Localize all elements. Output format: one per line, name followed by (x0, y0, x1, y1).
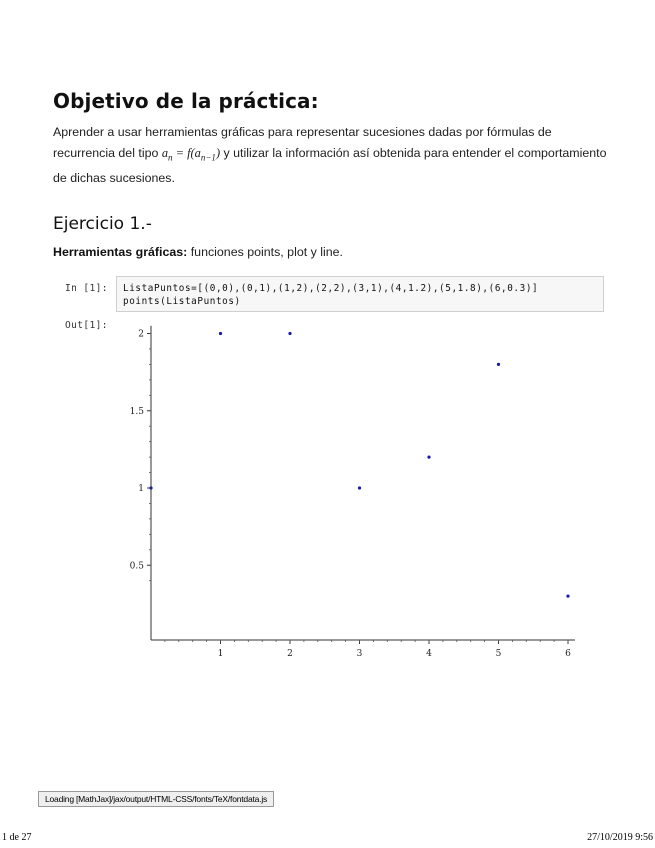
page-number: 1 de 27 (2, 832, 32, 843)
x-tick-label: 3 (356, 649, 363, 659)
x-tick-label: 1 (217, 649, 224, 659)
plot-axes (130, 326, 575, 659)
practice-objective-heading: Objetivo de la práctica: (53, 89, 319, 113)
exercise-heading: Ejercicio 1.- (53, 214, 152, 234)
y-tick-label: 1.5 (129, 406, 144, 417)
data-point (427, 456, 430, 459)
data-point (288, 332, 291, 335)
recurrence-formula: $a_n = f(a_{n-1})$ (161, 146, 221, 163)
data-point (149, 486, 152, 489)
data-point (497, 363, 500, 366)
y-tick-label: 2 (138, 329, 144, 340)
tools-label: Herramientas gráficas: (53, 245, 188, 259)
print-datetime: 27/10/2019 9:56 (587, 832, 653, 843)
y-tick-label: 0.5 (129, 561, 144, 572)
paragraph-text-2: y utilizar la información así obtenida para entender el comportamiento de dichas sucesiones. (53, 146, 607, 186)
x-tick-label: 5 (495, 649, 502, 659)
y-tick-label: 1 (138, 484, 144, 494)
data-point (566, 595, 569, 598)
tools-text: funciones points, plot y line. (187, 245, 343, 259)
data-point (219, 332, 222, 335)
x-tick-label: 2 (287, 649, 293, 659)
output-prompt: Out[1]: (65, 320, 108, 331)
mathjax-loading-status: Loading [MathJax]/jax/output/HTML-CSS/fonts/TeX/fontdata.js (38, 791, 274, 807)
x-tick-label: 6 (565, 649, 571, 659)
plot-points (149, 332, 569, 598)
code-line-2: points(ListaPuntos) (123, 296, 241, 307)
input-prompt: In [1]: (65, 283, 108, 294)
code-line-1: ListaPuntos=[(0,0),(0,1),(1,2),(2,2),(3,1),(4,1.2),(5,1.8),(6,0.3)] (123, 283, 539, 294)
x-tick-label: 4 (426, 649, 432, 659)
data-point (358, 486, 361, 489)
paragraph-text-1: Aprender a usar herramientas gráficas para representar sucesiones dadas por fórmulas de recurrencia del tipo (53, 125, 552, 160)
